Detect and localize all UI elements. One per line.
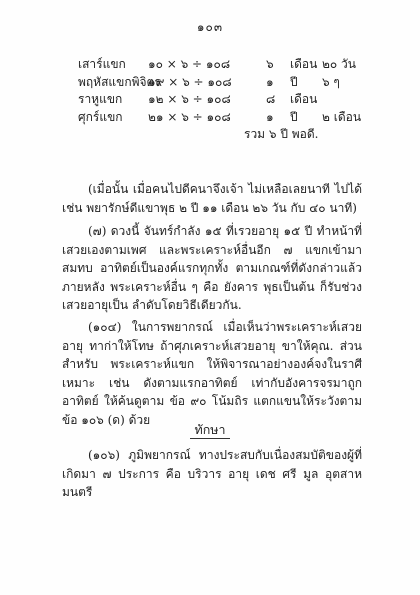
calculation-extra: ๒ เดือน: [322, 109, 362, 124]
calculation-table: [78, 56, 378, 144]
calculation-unit: ปี: [290, 109, 298, 124]
paragraph-104: [62, 318, 362, 429]
paragraph-text: (๑๐๖) ภูมิพยากรณ์ ทางประสบกับเนื่องสมบัติของผู้ที่ เกิดมา ๗ ประการ คือ บริวาร อายุ เดช ศรี มูล อุตสาห มนตรี: [62, 448, 362, 499]
calculation-unit: เดือน: [290, 57, 318, 71]
calculation-result: ๑: [266, 74, 274, 89]
calculation-unit: เดือน: [290, 92, 318, 106]
planet-name: เสาร์แขก: [78, 57, 126, 71]
planet-name: ศุกร์แขก: [78, 109, 123, 124]
calculation-row: [78, 56, 378, 74]
calculation-expression: ๑๐ × ๖ ÷ ๑๐๘: [148, 57, 231, 71]
paragraph-106: [62, 446, 362, 502]
calculation-unit: ปี: [290, 74, 298, 89]
paragraph-text: (เมื่อนั้น เมื่อคนไปดีคนาจึงเจ้า ไม่เหลือเลยนาที ไปได้ เช่น พยารักษ์ดีแขาพุธ ๒ ปี ๑๑ เดือน ๒๖ วัน กับ ๔๐ นาที): [62, 182, 362, 215]
calculation-row: [78, 91, 378, 109]
calculation-expression: ๒๑ × ๖ ÷ ๑๐๘: [148, 109, 231, 124]
calculation-result: ๑: [266, 109, 274, 124]
calculation-total: รวม ๖ ปี พอดี.: [244, 127, 319, 141]
calculation-extra: ๒๐ วัน: [322, 57, 356, 71]
section-heading-text: ทักษา: [190, 422, 229, 439]
paragraph-text: (๗) ดวงนี้ จันทร์กำลัง ๑๕ ที่เรวยอายุ ๑๕ ปี ทำหน้าที่ เสวยเองตามเพศ และพระเคราะห์อื่นอีก ๗ แขกเข้ามาสมทบ อาทิตย์เป็นองค์แรกทุกทั้ง ตามเกณฑ์ที่ดังกล่าวแล้ว ภายหลัง พระเคราะห์อื่น ๆ คือ ยังคาร พุธเป็นต้น ก็รับช่วงเสวยอายุเป็น ลำดับโดยวิธีเดียวกัน.: [62, 224, 362, 312]
calculation-expression: ๑๙ × ๖ ÷ ๑๐๘: [148, 74, 232, 89]
calculation-row: [78, 74, 378, 92]
section-heading: [0, 420, 420, 440]
calculation-expression: ๑๒ × ๖ ÷ ๑๐๘: [148, 92, 231, 106]
paragraph-text: (๑๐๔) ในการพยากรณ์ เมื่อเห็นว่าพระเคราะห์เสวยอายุ ทาก่าให้โทษ ถ้าศุภเคราะห์เสวยอายุ ขาให้คุณ. ส่วนสำหรับ พระเคราะห์แขก ให้พิจารณาอย่างองค์จงในราศีเหมาะ เช่น ดังตามแรกอาทิตย์ เท่ากับอังคารจรมาถูกอาทิตย์ ให้ค้นดูตาม ข้อ ๙๐ โน้มถิร แตกแขนให้ระวังตามข้อ ๑๐๖ (ด) ด้วย: [62, 320, 362, 427]
planet-name: ราหูแขก: [78, 92, 123, 106]
page-number: ๑๐๓: [196, 20, 224, 34]
calculation-result: ๘: [266, 92, 276, 106]
paragraph-7: [62, 222, 362, 315]
planet-name: พฤหัสแขกพิจิตร: [78, 74, 161, 89]
calculation-total-row: [78, 126, 378, 144]
calculation-result: ๖: [266, 57, 274, 71]
calculation-extra: ๖ ๆ: [322, 74, 340, 89]
calculation-row: [78, 109, 378, 127]
paragraph-note: [62, 180, 362, 217]
